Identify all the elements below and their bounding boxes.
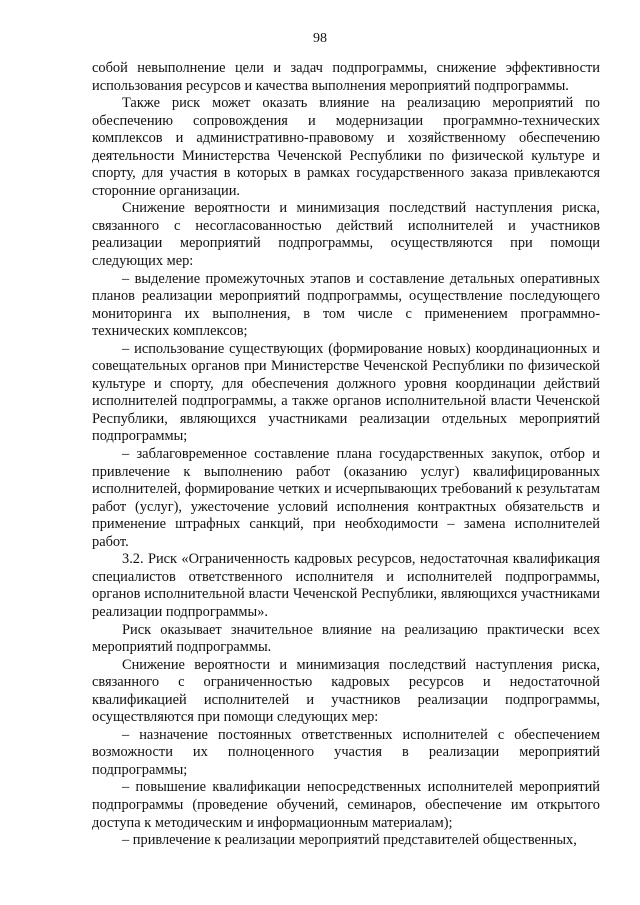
paragraph: собой невыполнение цели и задач подпрограммы, снижение эффективности использования ресурсов и качества выполнения мероприятий подпрограммы.	[92, 60, 600, 94]
paragraph: Также риск может оказать влияние на реализацию мероприятий по обеспечению сопровождения и модернизации программно-технических комплексов и административно-правовому и хозяйственному обеспечению деятельности Министерства Чеченской Республики по физической культуре и спорту, для участия в которых в рамках государственного заказа привлекаются сторонние организации.	[92, 95, 600, 199]
list-item: – заблаговременное составление плана государственных закупок, отбор и привлечение к выполнению работ (оказанию услуг) квалифицированных исполнителей, формирование четких и исчерпывающих требований к результатам работ (услуг), ужесточение условий исполнения контрактных обязательств и применение штрафных санкций, при необходимости – замена исполнителей работ.	[92, 446, 600, 550]
list-item: – назначение постоянных ответственных исполнителей с обеспечением возможности их полноценного участия в реализации мероприятий подпрограммы;	[92, 726, 600, 778]
paragraph: Снижение вероятности и минимизация последствий наступления риска, связанного с несогласованностью действий исполнителей и участников реализации мероприятий подпрограммы, осуществляются при помощи следующих мер:	[92, 200, 600, 270]
paragraph: Риск оказывает значительное влияние на реализацию практически всех мероприятий подпрограммы.	[92, 621, 600, 656]
list-item: – выделение промежуточных этапов и составление детальных оперативных планов реализации мероприятий подпрограммы, осуществление последующего мониторинга их выполнения, в том числе с применением программно-технических комплексов;	[92, 270, 600, 340]
page-number: 98	[313, 31, 327, 46]
document-body	[92, 60, 600, 850]
paragraph: Снижение вероятности и минимизация последствий наступления риска, связанного с ограниченностью кадровых ресурсов и недостаточной квалификацией исполнителей и участников реализации подпрограммы, осуществляются при помощи следующих мер:	[92, 656, 600, 726]
list-item: – повышение квалификации непосредственных исполнителей мероприятий подпрограммы (проведение обучений, семинаров, обеспечение им открытого доступа к методическим и информационным материалам);	[92, 779, 600, 831]
list-item: – использование существующих (формирование новых) координационных и совещательных органов при Министерстве Чеченской Республики по физической культуре и спорту, для обеспечения должного уровня координации действий исполнителей подпрограммы, а также органов исполнительной власти Чеченской Республики, являющихся участниками реализации отдельных мероприятий подпрограммы;	[92, 340, 600, 445]
list-item: – привлечение к реализации мероприятий представителей общественных,	[122, 832, 577, 849]
section-heading: 3.2. Риск «Ограниченность кадровых ресурсов, недостаточная квалификация специалистов ответственного исполнителя и исполнителей подпрограммы, органов исполнительной власти Чеченской Республики, являющихся участниками реализации подпрограммы».	[92, 551, 600, 620]
